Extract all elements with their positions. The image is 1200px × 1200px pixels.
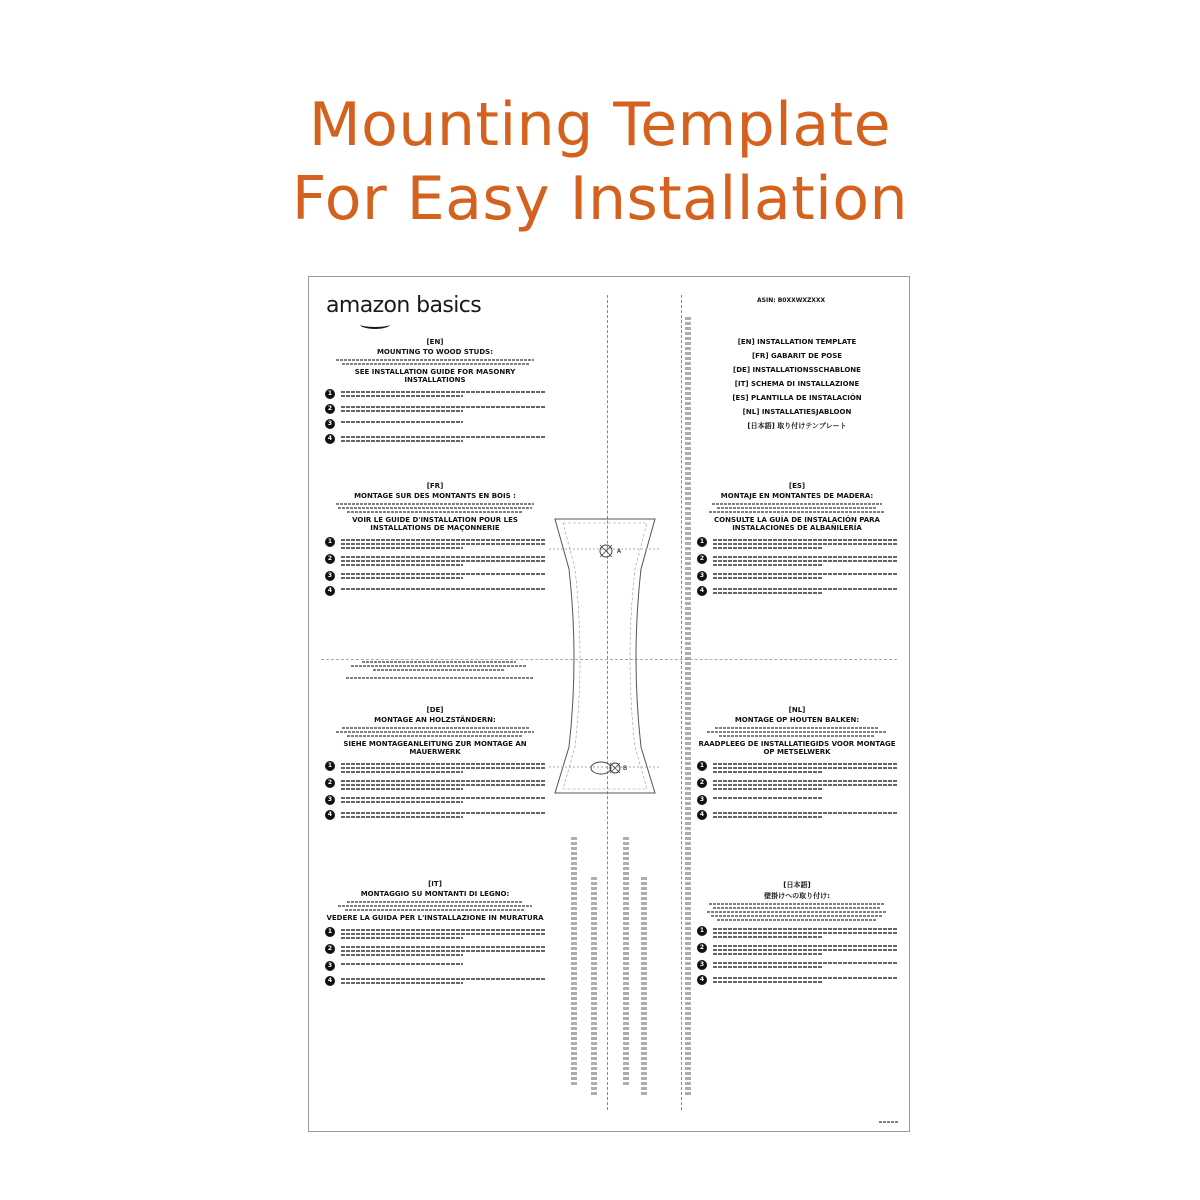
section-fr (325, 473, 545, 596)
step-number: 3 (697, 960, 707, 970)
section-ja (697, 871, 897, 985)
section-see-note: SIEHE MONTAGEANLEITUNG ZUR MONTAGE AN MAUERWERK (343, 740, 527, 756)
step-item (697, 810, 897, 820)
step-number: 3 (697, 795, 707, 805)
logo-amazon-text: amazon (326, 293, 410, 318)
step-item (697, 975, 897, 985)
hole-label-a: A (617, 548, 622, 555)
step-item (325, 927, 545, 939)
step-number: 1 (697, 926, 707, 936)
step-number: 2 (325, 554, 335, 564)
step-item (697, 571, 897, 581)
step-number: 1 (325, 761, 335, 771)
section-see-note: VEDERE LA GUIDA PER L'INSTALLAZIONE IN MURATURA (326, 914, 544, 922)
title-de: [DE] INSTALLATIONSSCHABLONE (733, 366, 861, 374)
headline-line-2: For Easy Installation (291, 164, 909, 234)
step-number: 1 (325, 389, 335, 399)
section-lang: [NL] (788, 706, 806, 714)
step-number: 2 (325, 944, 335, 954)
document-code (879, 1121, 899, 1123)
headline-line-1: Mounting Template (308, 90, 892, 160)
step-number: 4 (697, 975, 707, 985)
vertical-fine-print (623, 837, 629, 1087)
step-item (697, 926, 897, 938)
step-number: 2 (697, 554, 707, 564)
step-item (325, 537, 545, 549)
mounting-template-sheet (308, 276, 910, 1132)
section-heading: MOUNTING TO WOOD STUDS: (376, 348, 494, 356)
step-number: 4 (325, 586, 335, 596)
section-see-note: CONSULTE LA GUÍA DE INSTALACIÓN PARA INSTALACIONES DE ALBAÑILERÍA (714, 516, 880, 532)
section-see-note: SEE INSTALLATION GUIDE FOR MASONRY INSTALLATIONS (354, 368, 516, 384)
step-number: 3 (325, 419, 335, 429)
section-en (325, 329, 545, 444)
step-number: 3 (325, 571, 335, 581)
step-item (697, 761, 897, 773)
step-item (697, 537, 897, 549)
step-item (325, 795, 545, 805)
vertical-fine-print (641, 877, 647, 1097)
step-item (325, 404, 545, 414)
right-guide-line (681, 295, 682, 1110)
step-number: 1 (325, 927, 335, 937)
logo-basics-text: basics (416, 293, 482, 318)
section-it (325, 871, 545, 986)
step-item (697, 943, 897, 955)
bracket-outline-diagram (549, 513, 669, 803)
step-item (697, 778, 897, 790)
title-ja: [日本語] 取り付けテンプレート (747, 422, 847, 430)
step-number: 1 (697, 761, 707, 771)
title-nl: [NL] INSTALLATIESJABLOON (742, 408, 852, 416)
step-number: 2 (325, 404, 335, 414)
section-lang: [ES] (788, 482, 806, 490)
title-en: [EN] INSTALLATION TEMPLATE (737, 338, 857, 346)
step-item (325, 961, 545, 971)
step-number: 4 (325, 976, 335, 986)
step-number: 2 (697, 943, 707, 953)
step-item (325, 810, 545, 820)
section-nl (697, 697, 897, 820)
measurement-note (329, 659, 549, 679)
step-item (325, 761, 545, 773)
section-de (325, 697, 545, 820)
section-lang: [FR] (426, 482, 444, 490)
step-item (325, 571, 545, 581)
section-lang: [DE] (426, 706, 444, 714)
step-number: 4 (697, 810, 707, 820)
step-item (325, 586, 545, 596)
step-number: 3 (325, 961, 335, 971)
section-es (697, 473, 897, 596)
step-item (325, 778, 545, 790)
section-heading: MONTAGE OP HOUTEN BALKEN: (734, 716, 860, 724)
section-heading: 壁掛けへの取り付け: (764, 892, 830, 900)
vertical-fine-print (685, 317, 691, 1097)
step-number: 1 (325, 537, 335, 547)
title-fr: [FR] GABARIT DE POSE (751, 352, 843, 360)
step-item (697, 554, 897, 566)
step-number: 3 (697, 571, 707, 581)
section-heading: MONTAGE AN HOLZSTÄNDERN: (374, 716, 496, 724)
title-it: [IT] SCHEMA DI INSTALLAZIONE (734, 380, 860, 388)
step-item (697, 795, 897, 805)
step-item (325, 434, 545, 444)
section-lang: [IT] (428, 880, 442, 888)
section-heading: MONTAJE EN MONTANTES DE MADERA: (720, 492, 874, 500)
step-number: 4 (325, 434, 335, 444)
title-es: [ES] PLANTILLA DE INSTALACIÓN (732, 394, 862, 402)
step-item (325, 944, 545, 956)
amazon-basics-logo (326, 293, 481, 318)
step-item (697, 960, 897, 970)
model-number: ASIN: B0XXWXZXXX (757, 297, 826, 304)
template-title-list (697, 335, 897, 433)
hole-label-b: B (623, 765, 628, 772)
step-number: 4 (325, 810, 335, 820)
section-heading: MONTAGE SUR DES MONTANTS EN BOIS : (354, 492, 516, 500)
step-item (325, 419, 545, 429)
section-heading: MONTAGGIO SU MONTANTI DI LEGNO: (360, 890, 510, 898)
step-number: 2 (325, 778, 335, 788)
vertical-fine-print (571, 837, 577, 1087)
section-see-note: VOIR LE GUIDE D'INSTALLATION POUR LES INSTALLATIONS DE MAÇONNERIE (352, 516, 518, 532)
section-see-note: RAADPLEEG DE INSTALLATIEGIDS VOOR MONTAGE OP METSELWERK (698, 740, 896, 756)
step-number: 4 (697, 586, 707, 596)
step-item (325, 554, 545, 566)
step-item (325, 389, 545, 399)
step-item (697, 586, 897, 596)
vertical-fine-print (591, 877, 597, 1097)
step-number: 1 (697, 537, 707, 547)
section-lang: [EN] (426, 338, 444, 346)
section-lang: [日本語] (783, 881, 811, 889)
logo-smile-icon (360, 320, 390, 329)
step-number: 2 (697, 778, 707, 788)
step-number: 3 (325, 795, 335, 805)
mounting-hole-b-icon (591, 762, 611, 774)
step-item (325, 976, 545, 986)
